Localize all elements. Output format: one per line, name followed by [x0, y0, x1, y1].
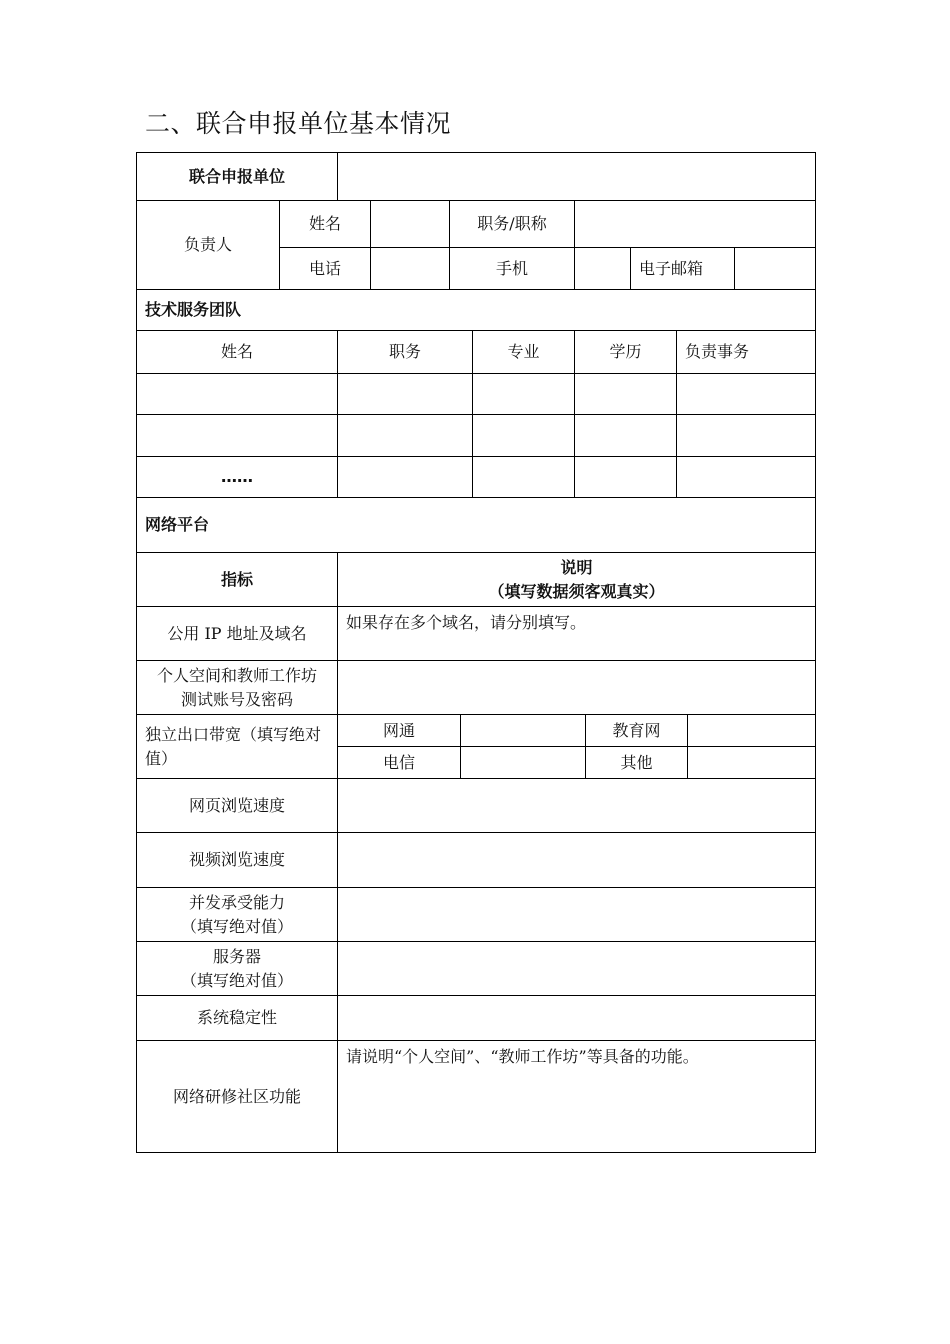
video-speed-field[interactable]	[337, 832, 816, 888]
server-field[interactable]	[337, 941, 816, 996]
test-account-label	[136, 660, 338, 715]
leader-name-field[interactable]	[370, 200, 450, 248]
joint-unit-label: 联合申报单位	[136, 152, 338, 201]
leader-phone-label: 电话	[279, 247, 371, 290]
concurrency-label	[136, 887, 338, 942]
bandwidth-telecom-label: 电信	[337, 746, 461, 779]
team-section-label: 技术服务团队	[136, 289, 816, 331]
concurrency-label-line1: 并发承受能力	[188, 892, 285, 912]
team-row3-degree[interactable]	[574, 456, 677, 498]
bandwidth-edu-field[interactable]	[687, 714, 816, 747]
team-row1-degree[interactable]	[574, 373, 677, 415]
bandwidth-label: 独立出口带宽（填写绝对值）	[136, 714, 338, 779]
server-label-line2: （填写绝对值）	[180, 970, 293, 990]
test-account-field[interactable]	[337, 660, 816, 715]
team-row2-position[interactable]	[337, 414, 473, 457]
platform-section-label: 网络平台	[136, 497, 816, 553]
leader-title-label: 职务/职称	[449, 200, 575, 248]
bandwidth-other-label: 其他	[585, 746, 688, 779]
platform-header-desc-line1: 说明	[560, 557, 593, 577]
community-field[interactable]: 请说明“个人空间”、“教师工作坊”等具备的功能。	[337, 1040, 816, 1153]
platform-header-desc-line2: （填写数据须客观真实）	[488, 581, 665, 601]
team-row1-major[interactable]	[472, 373, 575, 415]
leader-title-field[interactable]	[574, 200, 816, 248]
team-row1-position[interactable]	[337, 373, 473, 415]
server-label-line1: 服务器	[212, 946, 261, 966]
team-row3-ellipsis: ……	[136, 456, 338, 498]
team-row2-name[interactable]	[136, 414, 338, 457]
team-row1-duty[interactable]	[676, 373, 816, 415]
bandwidth-other-field[interactable]	[687, 746, 816, 779]
team-header-major: 专业	[472, 330, 575, 374]
joint-unit-field[interactable]	[337, 152, 816, 201]
team-row2-degree[interactable]	[574, 414, 677, 457]
leader-name-label: 姓名	[279, 200, 371, 248]
team-row3-position[interactable]	[337, 456, 473, 498]
team-row1-name[interactable]	[136, 373, 338, 415]
concurrency-field[interactable]	[337, 887, 816, 942]
platform-header-indicator: 指标	[136, 552, 338, 607]
leader-email-label: 电子邮箱	[630, 247, 735, 290]
leader-mobile-field[interactable]	[574, 247, 631, 290]
bandwidth-netcom-field[interactable]	[460, 714, 586, 747]
bandwidth-edu-label: 教育网	[585, 714, 688, 747]
team-header-position: 职务	[337, 330, 473, 374]
page-title: 二、联合申报单位基本情况	[145, 109, 452, 138]
stability-label: 系统稳定性	[136, 995, 338, 1041]
concurrency-label-line2: （填写绝对值）	[180, 916, 293, 936]
web-speed-label: 网页浏览速度	[136, 778, 338, 833]
community-label: 网络研修社区功能	[136, 1040, 338, 1153]
video-speed-label: 视频浏览速度	[136, 832, 338, 888]
web-speed-field[interactable]	[337, 778, 816, 833]
team-header-name: 姓名	[136, 330, 338, 374]
platform-header-desc	[337, 552, 816, 607]
bandwidth-netcom-label: 网通	[337, 714, 461, 747]
ip-domain-field[interactable]: 如果存在多个域名，请分别填写。	[337, 606, 816, 661]
server-label	[136, 941, 338, 996]
team-row2-duty[interactable]	[676, 414, 816, 457]
ip-domain-label: 公用 IP 地址及域名	[136, 606, 338, 661]
leader-email-field[interactable]	[734, 247, 816, 290]
team-row2-major[interactable]	[472, 414, 575, 457]
leader-mobile-label: 手机	[449, 247, 575, 290]
team-header-duty: 负责事务	[676, 330, 816, 374]
team-row3-duty[interactable]	[676, 456, 816, 498]
test-account-label-line1: 个人空间和教师工作坊	[156, 665, 317, 685]
leader-phone-field[interactable]	[370, 247, 450, 290]
team-header-degree: 学历	[574, 330, 677, 374]
stability-field[interactable]	[337, 995, 816, 1041]
leader-label: 负责人	[136, 200, 280, 290]
test-account-label-line2: 测试账号及密码	[180, 689, 293, 709]
bandwidth-telecom-field[interactable]	[460, 746, 586, 779]
team-row3-major[interactable]	[472, 456, 575, 498]
